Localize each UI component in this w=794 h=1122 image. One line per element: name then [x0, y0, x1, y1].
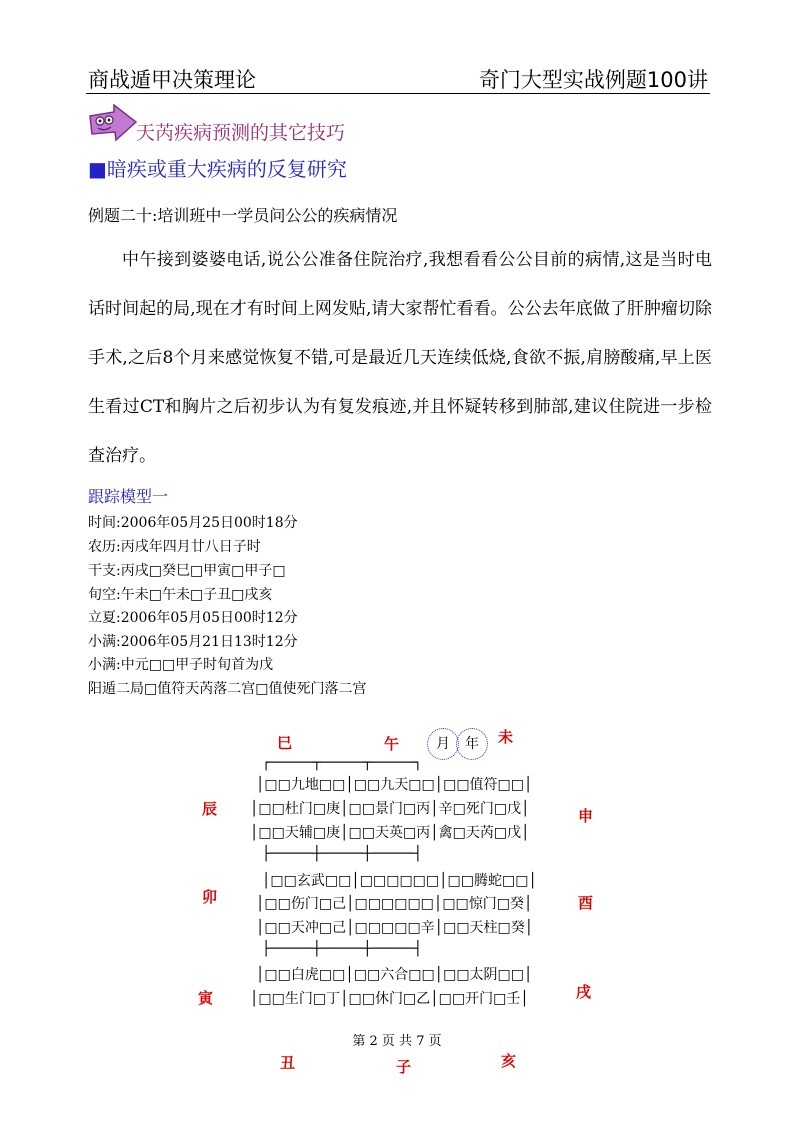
branch-label-bottom: 子	[396, 1058, 412, 1076]
chart-border-line: ├─────┼─────┼─────┤	[262, 846, 423, 862]
chart-row: │□□玄武□□│□□□□□□│□□腾蛇□□│	[262, 873, 537, 889]
header-rule	[86, 93, 710, 94]
info-line: 干支:丙戌□癸巳□甲寅□甲子□	[88, 563, 286, 579]
branch-label-right: 戌	[576, 983, 592, 1001]
chart-row: │□□伤门□己│□□□□□□│□□惊门□癸│	[256, 896, 533, 912]
chart-row: │□□九地□□│□□九天□□│□□值符□□│	[256, 777, 533, 793]
chart-border-line: ├─────┼─────┼─────┤	[262, 941, 423, 957]
chart-row: │□□天辅□庚│□□天英□丙│禽□天芮□戊│	[250, 825, 530, 841]
example-title: 例题二十:培训班中一学员问公公的疾病情况	[88, 206, 398, 225]
branch-label-bottom: 丑	[280, 1054, 296, 1072]
chart-row: │□□天冲□己│□□□□□辛│□□天柱□癸│	[256, 920, 534, 936]
info-line: 农历:丙戌年四月廿八日子时	[88, 539, 261, 555]
branch-label-top: 未	[498, 728, 514, 746]
info-line: 阳遁二局□值符天芮落二宫□值使死门落二宫	[88, 681, 367, 697]
chart-border-line: ┌─────┬─────┬─────┐	[262, 755, 423, 771]
info-line: 旬空:午未□午未□子丑□戌亥	[88, 587, 273, 603]
header-right-title: 奇门大型实战例题100讲	[478, 68, 708, 92]
info-line: 时间:2006年05月25日00时18分	[88, 515, 298, 531]
branch-label-left: 卯	[202, 888, 218, 906]
info-line: 小满:中元□□甲子时旬首为戊	[88, 657, 274, 673]
branch-label-left: 寅	[198, 989, 214, 1007]
chart-row: │□□杜门□庚│□□景门□丙│辛□死门□戊│	[250, 801, 530, 817]
paragraph-text: 中午接到婆婆电话,说公公准备住院治疗,我想看看公公目前的病情,这是当时电话时间起的局,现在才有时间上网发贴,请大家帮忙看看。公公去年底做了肝肿瘤切除手术,之后8个月来感觉恢复不错,可是最近几天连续低烧,食欲不振,肩膀酸痛,早上医生看过CT和胸片之后初步认为有复发痕迹,并且怀疑转移到肺部,建议住院进一步检查治疗。	[88, 250, 712, 466]
branch-label-right: 申	[578, 807, 594, 825]
section-title: 天芮疾病预测的其它技巧	[136, 122, 346, 144]
info-line: 小满:2006年05月21日13时12分	[88, 634, 298, 650]
header-left-title: 商战遁甲决策理论	[88, 68, 256, 92]
info-line: 立夏:2006年05月05日00时12分	[88, 610, 298, 626]
branch-label-top: 午	[384, 735, 400, 753]
month-circle: 月	[427, 728, 459, 760]
branch-label-left: 辰	[202, 800, 218, 818]
branch-label-top: 巳	[277, 734, 293, 752]
cartoon-arrow-icon	[88, 104, 138, 146]
branch-label-right: 酉	[578, 894, 594, 912]
year-circle: 年	[456, 728, 488, 760]
chart-row: │□□生门□丁│□□休门□乙│□□开门□壬│	[250, 991, 529, 1007]
problem-paragraph	[88, 236, 712, 481]
tracking-title: 跟踪模型一	[88, 487, 169, 506]
section-subtitle: ■暗疾或重大疾病的反复研究	[88, 157, 347, 181]
chart-row: │□□白虎□□│□□六合□□│□□太阴□□│	[256, 967, 533, 983]
page-footer: 第 2 页 共 7 页	[352, 1034, 442, 1049]
branch-label-bottom: 亥	[501, 1052, 517, 1070]
